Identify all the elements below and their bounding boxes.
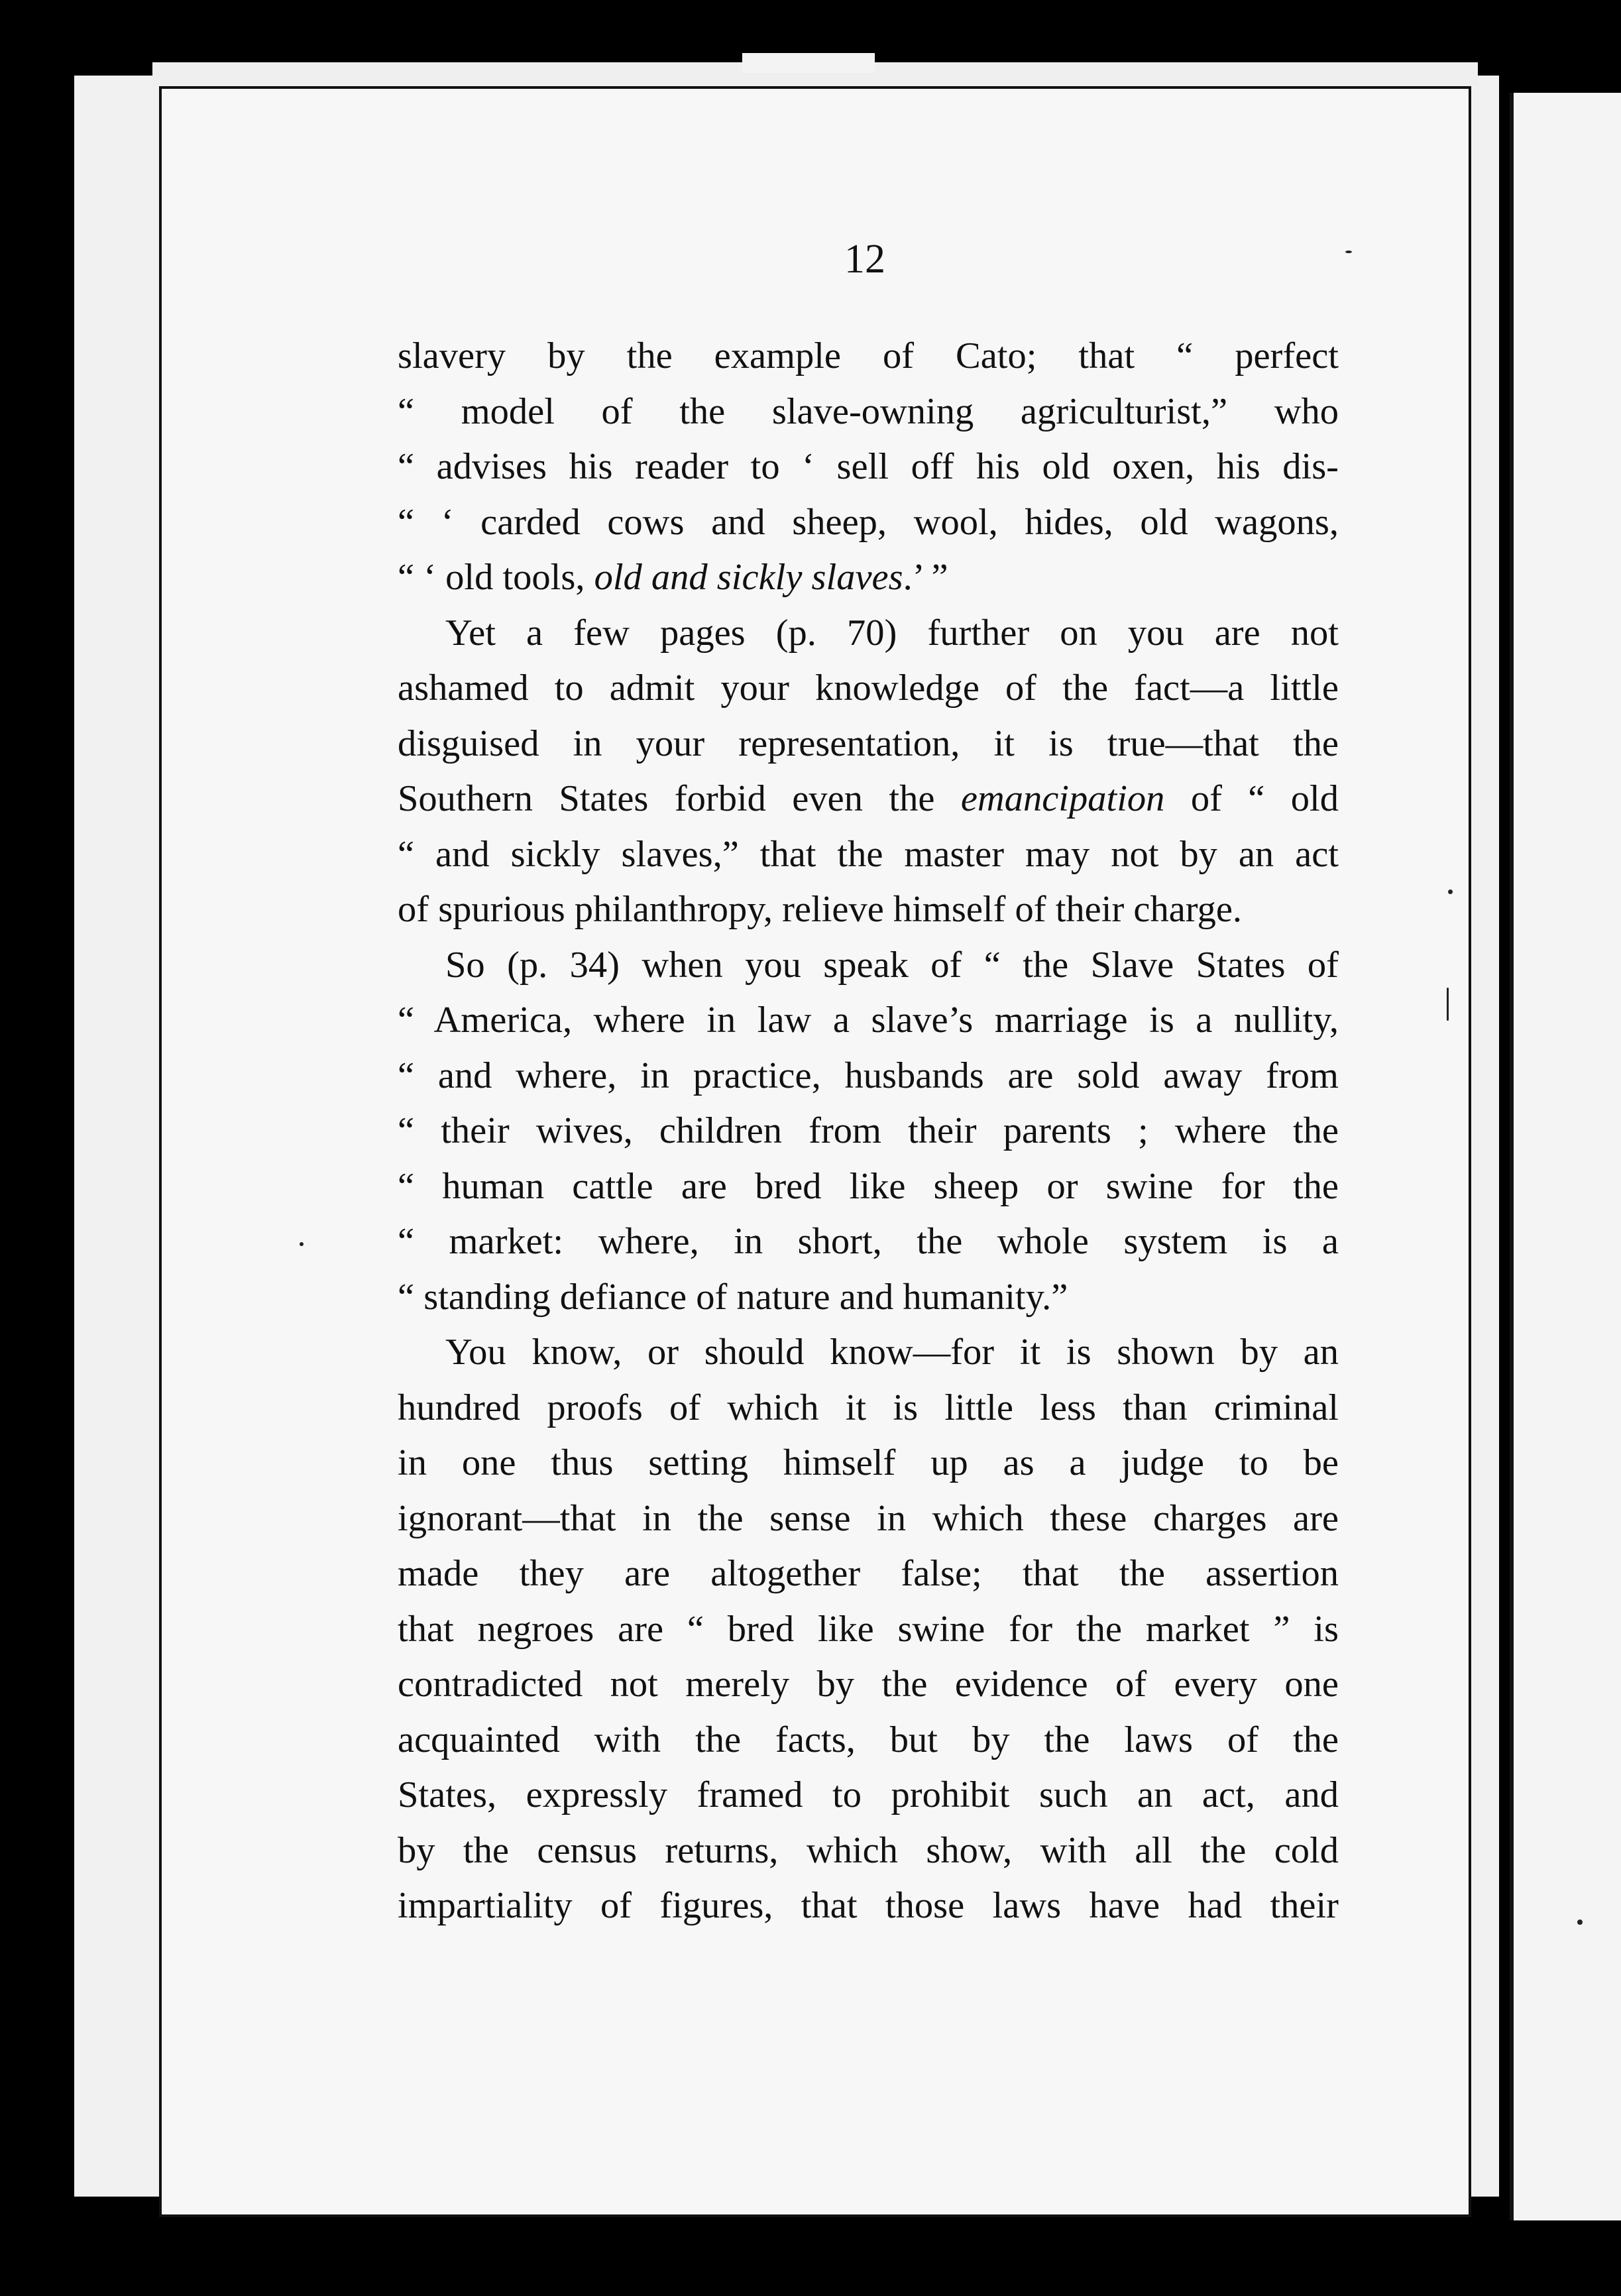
text-run: “ standing defiance of nature and humanity.”	[398, 1276, 1068, 1318]
text-run: “ model of the slave-owning agriculturist,” who	[398, 390, 1339, 432]
text-line	[398, 439, 1339, 495]
text-run: hundred proofs of which it is little less than criminal	[398, 1387, 1339, 1428]
text-run: by the census returns, which show, with all the cold	[398, 1829, 1339, 1871]
text-run: “ advises his reader to ‘ sell off his old oxen, his dis-	[398, 446, 1339, 487]
text-run: of spurious philanthropy, relieve himself of their charge.	[398, 889, 1243, 930]
text-line	[398, 1381, 1339, 1436]
text-line	[398, 1436, 1339, 1491]
paper-speck	[300, 1242, 304, 1246]
paper-tab	[742, 53, 875, 73]
text-line	[398, 1049, 1339, 1104]
text-run: You know, or should know—for it is shown by an	[445, 1332, 1339, 1373]
text-run: contradicted not merely by the evidence of every one	[398, 1664, 1339, 1705]
text-line	[398, 1768, 1339, 1823]
text-line	[398, 882, 1339, 938]
text-run: that negroes are “ bred like swine for the market ” is	[398, 1608, 1339, 1650]
text-run: “ ‘ old tools,	[398, 557, 594, 598]
text-line	[398, 1325, 1339, 1381]
text-run: Southern States forbid even the	[398, 778, 961, 819]
text-run: acquainted with the facts, but by the laws of the	[398, 1719, 1339, 1760]
text-line	[398, 606, 1339, 661]
text-run: in one thus setting himself up as a judge to be	[398, 1442, 1339, 1483]
text-line	[398, 550, 1339, 606]
text-line	[398, 661, 1339, 717]
facing-page-edge	[1510, 93, 1621, 2220]
text-run: “ human cattle are bred like sheep or swine for the	[398, 1165, 1339, 1207]
text-line	[398, 827, 1339, 883]
text-run: disguised in your representation, it is true—that the	[398, 722, 1339, 764]
text-run: of “ old	[1164, 778, 1339, 819]
text-run: Yet a few pages (p. 70) further on you are not	[445, 612, 1339, 654]
text-run: .’ ”	[903, 557, 948, 598]
paper-speck	[1448, 890, 1453, 894]
text-run: “ and where, in practice, husbands are sold away from	[398, 1055, 1339, 1096]
text-run: States, expressly framed to prohibit such an act, and	[398, 1774, 1339, 1815]
text-line	[398, 1104, 1339, 1159]
italic-phrase: old and sickly slaves	[594, 557, 903, 598]
paper-speck	[1345, 251, 1352, 253]
text-line	[398, 1878, 1339, 1934]
text-line	[398, 1491, 1339, 1547]
text-line	[398, 1159, 1339, 1215]
text-run: impartiality of figures, that those laws have had their	[398, 1885, 1339, 1926]
text-line	[398, 1713, 1339, 1768]
text-line	[398, 1546, 1339, 1602]
text-line	[398, 938, 1339, 994]
text-run: ignorant—that in the sense in which these charges are	[398, 1497, 1339, 1539]
text-line	[398, 1602, 1339, 1658]
paper-speck	[1447, 988, 1449, 1021]
text-line	[398, 1823, 1339, 1879]
page-body-text	[398, 329, 1339, 1934]
text-run: “ America, where in law a slave’s marriage is a nullity,	[398, 1000, 1339, 1041]
text-run: “ their wives, children from their parents ; where the	[398, 1110, 1339, 1151]
text-run: made they are altogether false; that the assertion	[398, 1553, 1339, 1594]
text-line	[398, 1270, 1339, 1326]
text-run: ashamed to admit your knowledge of the fact—a little	[398, 667, 1339, 709]
text-line	[398, 993, 1339, 1049]
paper-speck	[1577, 1920, 1583, 1925]
text-run: slavery by the example of Cato; that “ perfect	[398, 335, 1339, 376]
text-run: So (p. 34) when you speak of “ the Slave States of	[445, 944, 1339, 986]
page-number: 12	[844, 237, 885, 282]
text-line	[398, 717, 1339, 772]
text-line	[398, 1214, 1339, 1270]
text-line	[398, 772, 1339, 827]
text-line	[398, 384, 1339, 440]
text-line	[398, 329, 1339, 384]
text-line	[398, 495, 1339, 551]
italic-phrase: emancipation	[960, 778, 1165, 819]
text-run: “ and sickly slaves,” that the master may not by an act	[398, 833, 1339, 875]
text-line	[398, 1657, 1339, 1713]
text-run: “ market: where, in short, the whole system is a	[398, 1221, 1339, 1262]
text-run: “ ‘ carded cows and sheep, wool, hides, old wagons,	[398, 501, 1339, 543]
